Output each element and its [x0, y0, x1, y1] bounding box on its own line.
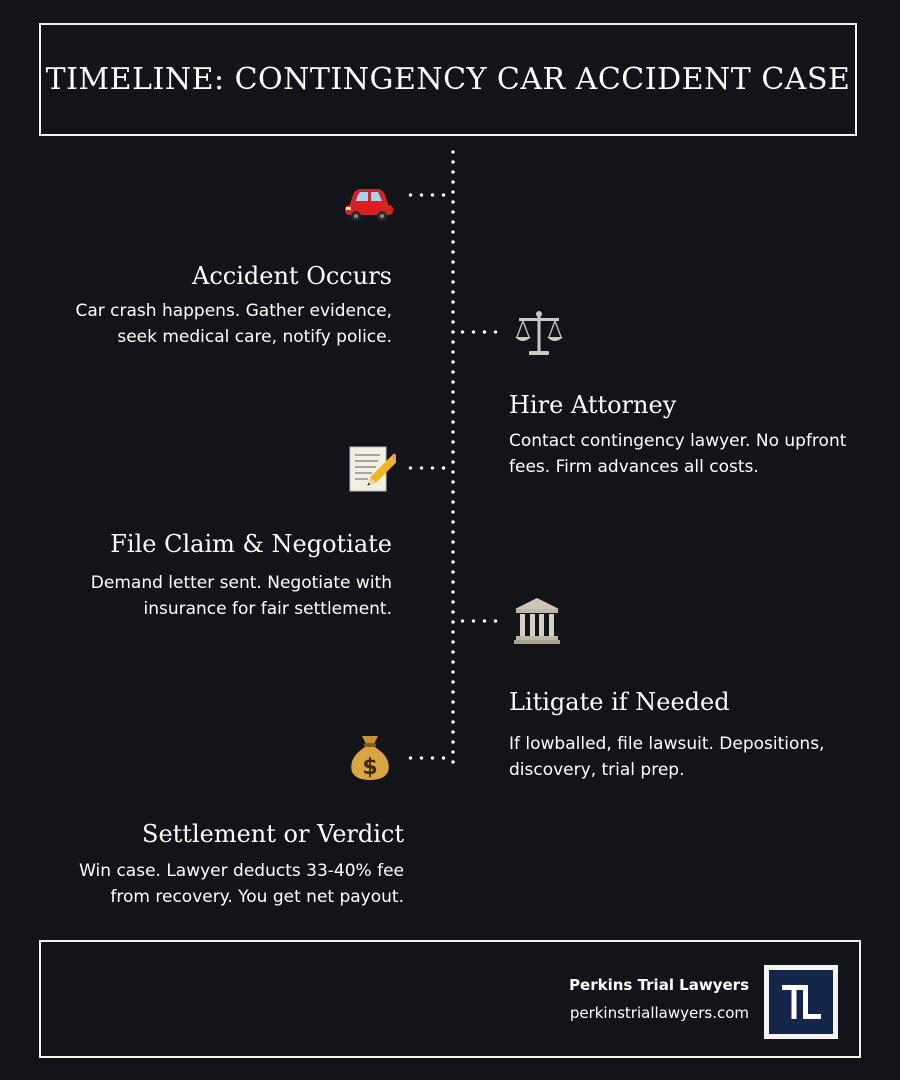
step-heading: Hire Attorney [509, 391, 677, 419]
perkins-logo-icon [764, 965, 838, 1039]
connector-step-4 [457, 619, 501, 623]
balance-scale-icon [512, 306, 566, 360]
money-bag-icon [343, 729, 397, 783]
connector-step-3 [405, 466, 449, 470]
page-title: TIMELINE: CONTINGENCY CAR ACCIDENT CASE [45, 62, 851, 97]
title-banner [39, 23, 857, 136]
connector-step-1 [405, 193, 449, 197]
step-description: Car crash happens. Gather evidence, seek medical care, notify police. [75, 301, 392, 347]
step-heading: Accident Occurs [192, 262, 392, 290]
step-heading: Settlement or Verdict [142, 820, 404, 848]
connector-step-2 [457, 330, 501, 334]
step-description: Contact contingency lawyer. No upfront fees. Firm advances all costs. [509, 431, 847, 477]
timeline-spine [451, 147, 455, 767]
memo-pencil-icon [343, 442, 397, 496]
step-heading: File Claim & Negotiate [110, 530, 392, 558]
step-description: Demand letter sent. Negotiate with insurance for fair settlement. [90, 573, 392, 619]
step-description: If lowballed, file lawsuit. Depositions, discovery, trial prep. [509, 734, 825, 780]
red-car-icon [342, 176, 396, 230]
svg-text:$: $ [362, 755, 378, 780]
courthouse-icon [510, 594, 564, 648]
footer [39, 940, 861, 1058]
step-heading: Litigate if Needed [509, 688, 730, 716]
firm-name: Perkins Trial Lawyers [569, 976, 749, 994]
step-description: Win case. Lawyer deducts 33-40% fee from recovery. You get net payout. [79, 861, 404, 907]
firm-website-link[interactable]: perkinstriallawyers.com [569, 1004, 749, 1022]
connector-step-5 [405, 756, 449, 760]
